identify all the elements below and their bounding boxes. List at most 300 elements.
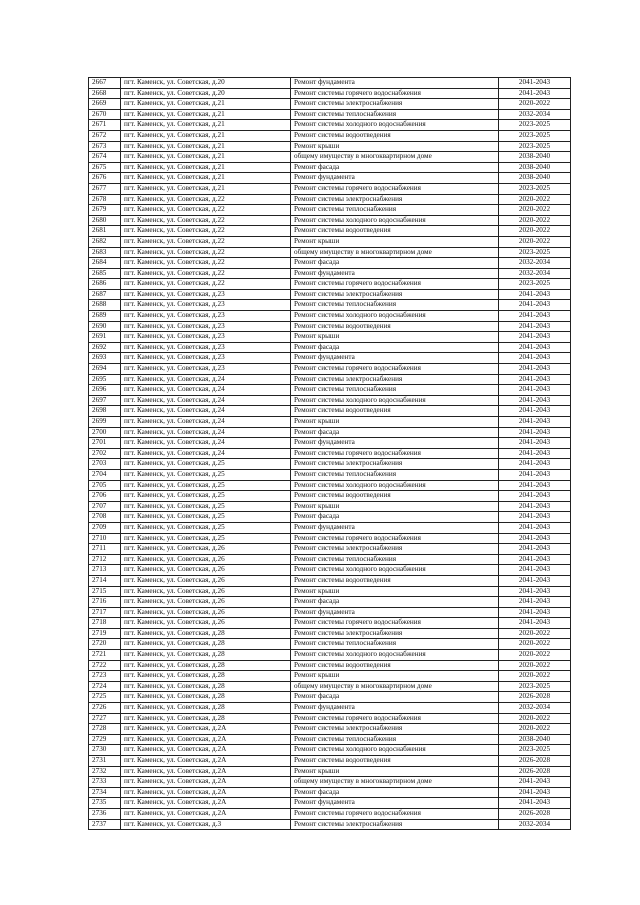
work-type-cell: Ремонт фундамента [291,438,499,449]
address-cell: пгт. Каменск, ул. Советская, д.26 [121,586,291,597]
period-cell: 2023-2025 [499,247,571,258]
period-cell: 2032-2034 [499,109,571,120]
table-row [89,819,571,830]
table-row [89,544,571,555]
row-number-cell: 2732 [89,766,121,777]
work-type-cell: Ремонт системы теплоснабжения [291,469,499,480]
address-cell: пгт. Каменск, ул. Советская, д.24 [121,438,291,449]
address-cell: пгт. Каменск, ул. Советская, д.21 [121,99,291,110]
period-cell: 2020-2022 [499,724,571,735]
row-number-cell: 2719 [89,628,121,639]
period-cell: 2020-2022 [499,639,571,650]
address-cell: пгт. Каменск, ул. Советская, д.22 [121,247,291,258]
row-number-cell: 2676 [89,173,121,184]
address-cell: пгт. Каменск, ул. Советская, д.26 [121,607,291,618]
row-number-cell: 2724 [89,681,121,692]
work-type-cell: Ремонт системы электроснабжения [291,99,499,110]
period-cell: 2041-2043 [499,374,571,385]
address-cell: пгт. Каменск, ул. Советская, д.20 [121,78,291,89]
address-cell: пгт. Каменск, ул. Советская, д.2А [121,777,291,788]
period-cell: 2041-2043 [499,491,571,502]
period-cell: 2041-2043 [499,522,571,533]
work-type-cell: Ремонт системы горячего водоснабжения [291,448,499,459]
row-number-cell: 2670 [89,109,121,120]
work-type-cell: Ремонт фундамента [291,78,499,89]
table-row [89,215,571,226]
period-cell: 2041-2043 [499,501,571,512]
table-row [89,798,571,809]
work-type-cell: Ремонт системы водоотведения [291,756,499,767]
row-number-cell: 2726 [89,703,121,714]
row-number-cell: 2699 [89,417,121,428]
row-number-cell: 2703 [89,459,121,470]
row-number-cell: 2669 [89,99,121,110]
work-type-cell: Ремонт системы водоотведения [291,321,499,332]
table-row [89,756,571,767]
row-number-cell: 2702 [89,448,121,459]
row-number-cell: 2693 [89,353,121,364]
row-number-cell: 2684 [89,258,121,269]
period-cell: 2038-2040 [499,173,571,184]
period-cell: 2041-2043 [499,417,571,428]
row-number-cell: 2737 [89,819,121,830]
work-type-cell: Ремонт системы электроснабжения [291,628,499,639]
row-number-cell: 2710 [89,533,121,544]
address-cell: пгт. Каменск, ул. Советская, д.24 [121,427,291,438]
row-number-cell: 2673 [89,141,121,152]
period-cell: 2032-2034 [499,703,571,714]
row-number-cell: 2716 [89,597,121,608]
work-type-cell: Ремонт системы горячего водоснабжения [291,88,499,99]
table-row [89,226,571,237]
row-number-cell: 2697 [89,395,121,406]
work-type-cell: Ремонт фундамента [291,353,499,364]
table-row [89,618,571,629]
address-cell: пгт. Каменск, ул. Советская, д.23 [121,289,291,300]
period-cell: 2023-2025 [499,120,571,131]
work-type-cell: Ремонт системы электроснабжения [291,194,499,205]
address-cell: пгт. Каменск, ул. Советская, д.28 [121,703,291,714]
period-cell: 2041-2043 [499,597,571,608]
work-type-cell: Ремонт крыши [291,236,499,247]
period-cell: 2020-2022 [499,226,571,237]
period-cell: 2020-2022 [499,236,571,247]
table-row [89,533,571,544]
address-cell: пгт. Каменск, ул. Советская, д.25 [121,522,291,533]
address-cell: пгт. Каменск, ул. Советская, д.28 [121,681,291,692]
row-number-cell: 2675 [89,162,121,173]
table-row [89,469,571,480]
row-number-cell: 2694 [89,364,121,375]
work-type-cell: Ремонт фасада [291,692,499,703]
table-row [89,681,571,692]
table-row [89,130,571,141]
work-type-cell: Ремонт системы горячего водоснабжения [291,808,499,819]
period-cell: 2032-2034 [499,258,571,269]
table-body [89,78,571,830]
address-cell: пгт. Каменск, ул. Советская, д.23 [121,311,291,322]
work-type-cell: Ремонт крыши [291,766,499,777]
period-cell: 2041-2043 [499,787,571,798]
table-row [89,491,571,502]
work-type-cell: Ремонт системы электроснабжения [291,289,499,300]
table-row [89,385,571,396]
period-cell: 2023-2025 [499,183,571,194]
row-number-cell: 2711 [89,544,121,555]
row-number-cell: 2683 [89,247,121,258]
row-number-cell: 2674 [89,152,121,163]
work-type-cell: Ремонт фундамента [291,703,499,714]
table-row [89,808,571,819]
period-cell: 2038-2040 [499,152,571,163]
period-cell: 2041-2043 [499,88,571,99]
work-type-cell: Ремонт системы холодного водоснабжения [291,311,499,322]
period-cell: 2020-2022 [499,205,571,216]
work-type-cell: Ремонт системы водоотведения [291,660,499,671]
address-cell: пгт. Каменск, ул. Советская, д.23 [121,353,291,364]
row-number-cell: 2705 [89,480,121,491]
period-cell: 2041-2043 [499,586,571,597]
address-cell: пгт. Каменск, ул. Советская, д.28 [121,671,291,682]
row-number-cell: 2715 [89,586,121,597]
table-row [89,639,571,650]
row-number-cell: 2714 [89,575,121,586]
row-number-cell: 2721 [89,650,121,661]
row-number-cell: 2667 [89,78,121,89]
row-number-cell: 2688 [89,300,121,311]
row-number-cell: 2681 [89,226,121,237]
work-type-cell: Ремонт системы водоотведения [291,491,499,502]
address-cell: пгт. Каменск, ул. Советская, д.26 [121,575,291,586]
work-type-cell: Ремонт системы холодного водоснабжения [291,215,499,226]
table-row [89,268,571,279]
period-cell: 2041-2043 [499,554,571,565]
table-row [89,183,571,194]
row-number-cell: 2717 [89,607,121,618]
work-type-cell: Ремонт фундамента [291,798,499,809]
work-type-cell: Ремонт системы холодного водоснабжения [291,745,499,756]
row-number-cell: 2687 [89,289,121,300]
period-cell: 2041-2043 [499,480,571,491]
table-row [89,258,571,269]
row-number-cell: 2734 [89,787,121,798]
row-number-cell: 2672 [89,130,121,141]
row-number-cell: 2713 [89,565,121,576]
work-type-cell: общему имуществу в многоквартирном доме [291,247,499,258]
table-row [89,247,571,258]
row-number-cell: 2677 [89,183,121,194]
address-cell: пгт. Каменск, ул. Советская, д.25 [121,469,291,480]
period-cell: 2020-2022 [499,671,571,682]
work-type-cell: Ремонт системы водоотведения [291,406,499,417]
work-type-cell: Ремонт системы водоотведения [291,226,499,237]
repair-schedule-table [88,77,571,830]
period-cell: 2041-2043 [499,353,571,364]
row-number-cell: 2707 [89,501,121,512]
work-type-cell: Ремонт крыши [291,332,499,343]
table-row [89,236,571,247]
work-type-cell: Ремонт системы горячего водоснабжения [291,364,499,375]
address-cell: пгт. Каменск, ул. Советская, д.22 [121,268,291,279]
table-row [89,353,571,364]
work-type-cell: Ремонт фундамента [291,268,499,279]
address-cell: пгт. Каменск, ул. Советская, д.2А [121,756,291,767]
work-type-cell: Ремонт системы теплоснабжения [291,639,499,650]
address-cell: пгт. Каменск, ул. Советская, д.24 [121,385,291,396]
period-cell: 2041-2043 [499,427,571,438]
address-cell: пгт. Каменск, ул. Советская, д.22 [121,258,291,269]
table-row [89,459,571,470]
row-number-cell: 2692 [89,342,121,353]
address-cell: пгт. Каменск, ул. Советская, д.28 [121,639,291,650]
address-cell: пгт. Каменск, ул. Советская, д.21 [121,120,291,131]
period-cell: 2041-2043 [499,289,571,300]
work-type-cell: Ремонт крыши [291,671,499,682]
table-row [89,321,571,332]
period-cell: 2041-2043 [499,565,571,576]
address-cell: пгт. Каменск, ул. Советская, д.25 [121,459,291,470]
period-cell: 2041-2043 [499,332,571,343]
address-cell: пгт. Каменск, ул. Советская, д.28 [121,692,291,703]
table-row [89,522,571,533]
period-cell: 2032-2034 [499,819,571,830]
table-row [89,713,571,724]
work-type-cell: Ремонт системы теплоснабжения [291,734,499,745]
row-number-cell: 2682 [89,236,121,247]
table-row [89,395,571,406]
work-type-cell: Ремонт системы горячего водоснабжения [291,618,499,629]
address-cell: пгт. Каменск, ул. Советская, д.2А [121,766,291,777]
address-cell: пгт. Каменск, ул. Советская, д.23 [121,321,291,332]
work-type-cell: Ремонт системы электроснабжения [291,724,499,735]
row-number-cell: 2689 [89,311,121,322]
work-type-cell: Ремонт крыши [291,141,499,152]
work-type-cell: Ремонт фасада [291,162,499,173]
row-number-cell: 2736 [89,808,121,819]
period-cell: 2041-2043 [499,798,571,809]
address-cell: пгт. Каменск, ул. Советская, д.24 [121,417,291,428]
table-row [89,374,571,385]
period-cell: 2020-2022 [499,713,571,724]
table-row [89,501,571,512]
address-cell: пгт. Каменск, ул. Советская, д.25 [121,491,291,502]
table-row [89,88,571,99]
row-number-cell: 2698 [89,406,121,417]
work-type-cell: общему имуществу в многоквартирном доме [291,777,499,788]
table-row [89,427,571,438]
work-type-cell: Ремонт системы холодного водоснабжения [291,120,499,131]
row-number-cell: 2704 [89,469,121,480]
work-type-cell: Ремонт системы электроснабжения [291,374,499,385]
row-number-cell: 2733 [89,777,121,788]
period-cell: 2041-2043 [499,533,571,544]
address-cell: пгт. Каменск, ул. Советская, д.23 [121,364,291,375]
period-cell: 2020-2022 [499,194,571,205]
work-type-cell: Ремонт системы горячего водоснабжения [291,533,499,544]
period-cell: 2041-2043 [499,575,571,586]
table-row [89,438,571,449]
period-cell: 2041-2043 [499,311,571,322]
table-row [89,364,571,375]
table-row [89,734,571,745]
address-cell: пгт. Каменск, ул. Советская, д.3 [121,819,291,830]
address-cell: пгт. Каменск, ул. Советская, д.23 [121,300,291,311]
address-cell: пгт. Каменск, ул. Советская, д.24 [121,395,291,406]
table-row [89,597,571,608]
work-type-cell: Ремонт фасада [291,512,499,523]
row-number-cell: 2685 [89,268,121,279]
address-cell: пгт. Каменск, ул. Советская, д.20 [121,88,291,99]
period-cell: 2041-2043 [499,469,571,480]
address-cell: пгт. Каменск, ул. Советская, д.28 [121,650,291,661]
period-cell: 2020-2022 [499,650,571,661]
work-type-cell: Ремонт системы теплоснабжения [291,385,499,396]
period-cell: 2041-2043 [499,78,571,89]
work-type-cell: Ремонт крыши [291,417,499,428]
row-number-cell: 2709 [89,522,121,533]
work-type-cell: Ремонт фасада [291,787,499,798]
table-row [89,300,571,311]
address-cell: пгт. Каменск, ул. Советская, д.2А [121,745,291,756]
period-cell: 2041-2043 [499,385,571,396]
row-number-cell: 2678 [89,194,121,205]
period-cell: 2038-2040 [499,162,571,173]
address-cell: пгт. Каменск, ул. Советская, д.22 [121,215,291,226]
period-cell: 2041-2043 [499,321,571,332]
work-type-cell: Ремонт фасада [291,258,499,269]
address-cell: пгт. Каменск, ул. Советская, д.28 [121,713,291,724]
work-type-cell: Ремонт фасада [291,427,499,438]
address-cell: пгт. Каменск, ул. Советская, д.28 [121,660,291,671]
period-cell: 2023-2025 [499,141,571,152]
period-cell: 2041-2043 [499,544,571,555]
row-number-cell: 2668 [89,88,121,99]
address-cell: пгт. Каменск, ул. Советская, д.24 [121,406,291,417]
table-row [89,289,571,300]
address-cell: пгт. Каменск, ул. Советская, д.21 [121,183,291,194]
row-number-cell: 2700 [89,427,121,438]
row-number-cell: 2728 [89,724,121,735]
work-type-cell: Ремонт фундамента [291,607,499,618]
address-cell: пгт. Каменск, ул. Советская, д.24 [121,374,291,385]
row-number-cell: 2708 [89,512,121,523]
period-cell: 2041-2043 [499,777,571,788]
work-type-cell: Ремонт системы горячего водоснабжения [291,279,499,290]
address-cell: пгт. Каменск, ул. Советская, д.21 [121,162,291,173]
row-number-cell: 2695 [89,374,121,385]
table-row [89,448,571,459]
period-cell: 2032-2034 [499,268,571,279]
period-cell: 2041-2043 [499,342,571,353]
row-number-cell: 2712 [89,554,121,565]
table-row [89,279,571,290]
address-cell: пгт. Каменск, ул. Советская, д.21 [121,141,291,152]
table-row [89,660,571,671]
address-cell: пгт. Каменск, ул. Советская, д.22 [121,194,291,205]
work-type-cell: Ремонт системы горячего водоснабжения [291,713,499,724]
address-cell: пгт. Каменск, ул. Советская, д.28 [121,628,291,639]
period-cell: 2026-2028 [499,808,571,819]
row-number-cell: 2671 [89,120,121,131]
table-row [89,406,571,417]
table-row [89,205,571,216]
work-type-cell: Ремонт системы горячего водоснабжения [291,183,499,194]
work-type-cell: Ремонт крыши [291,586,499,597]
table-row [89,120,571,131]
work-type-cell: Ремонт фундамента [291,522,499,533]
address-cell: пгт. Каменск, ул. Советская, д.26 [121,544,291,555]
table-row [89,78,571,89]
address-cell: пгт. Каменск, ул. Советская, д.23 [121,342,291,353]
work-type-cell: Ремонт системы холодного водоснабжения [291,650,499,661]
work-type-cell: Ремонт системы холодного водоснабжения [291,395,499,406]
table-row [89,787,571,798]
period-cell: 2026-2028 [499,766,571,777]
period-cell: 2041-2043 [499,300,571,311]
table-row [89,745,571,756]
period-cell: 2023-2025 [499,745,571,756]
address-cell: пгт. Каменск, ул. Советская, д.22 [121,236,291,247]
period-cell: 2026-2028 [499,692,571,703]
work-type-cell: Ремонт системы электроснабжения [291,819,499,830]
work-type-cell: Ремонт системы водоотведения [291,575,499,586]
period-cell: 2041-2043 [499,364,571,375]
address-cell: пгт. Каменск, ул. Советская, д.21 [121,152,291,163]
address-cell: пгт. Каменск, ул. Советская, д.25 [121,501,291,512]
table-row [89,332,571,343]
period-cell: 2041-2043 [499,607,571,618]
table-row [89,777,571,788]
row-number-cell: 2696 [89,385,121,396]
row-number-cell: 2722 [89,660,121,671]
period-cell: 2023-2025 [499,681,571,692]
address-cell: пгт. Каменск, ул. Советская, д.26 [121,597,291,608]
table-row [89,628,571,639]
period-cell: 2041-2043 [499,459,571,470]
table-row [89,586,571,597]
period-cell: 2020-2022 [499,99,571,110]
table-row [89,565,571,576]
row-number-cell: 2723 [89,671,121,682]
period-cell: 2041-2043 [499,618,571,629]
table-row [89,417,571,428]
row-number-cell: 2701 [89,438,121,449]
row-number-cell: 2730 [89,745,121,756]
address-cell: пгт. Каменск, ул. Советская, д.22 [121,226,291,237]
row-number-cell: 2725 [89,692,121,703]
period-cell: 2041-2043 [499,448,571,459]
row-number-cell: 2680 [89,215,121,226]
table-row [89,650,571,661]
row-number-cell: 2706 [89,491,121,502]
work-type-cell: Ремонт системы теплоснабжения [291,109,499,120]
period-cell: 2041-2043 [499,512,571,523]
row-number-cell: 2691 [89,332,121,343]
work-type-cell: Ремонт фасада [291,597,499,608]
address-cell: пгт. Каменск, ул. Советская, д.21 [121,173,291,184]
address-cell: пгт. Каменск, ул. Советская, д.26 [121,565,291,576]
address-cell: пгт. Каменск, ул. Советская, д.23 [121,332,291,343]
address-cell: пгт. Каменск, ул. Советская, д.25 [121,533,291,544]
period-cell: 2041-2043 [499,395,571,406]
period-cell: 2038-2040 [499,734,571,745]
period-cell: 2020-2022 [499,215,571,226]
period-cell: 2020-2022 [499,628,571,639]
address-cell: пгт. Каменск, ул. Советская, д.21 [121,130,291,141]
address-cell: пгт. Каменск, ул. Советская, д.2А [121,734,291,745]
address-cell: пгт. Каменск, ул. Советская, д.26 [121,554,291,565]
address-cell: пгт. Каменск, ул. Советская, д.22 [121,279,291,290]
